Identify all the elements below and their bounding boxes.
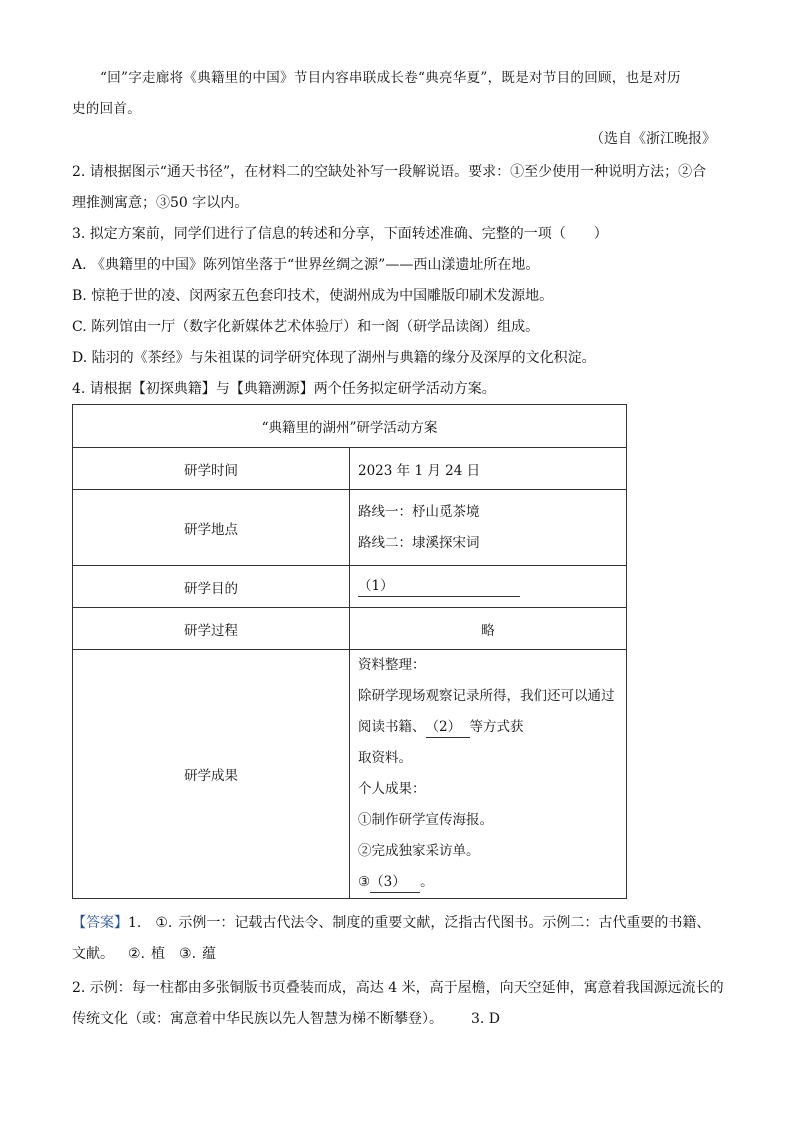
blank-2-label: （2） (425, 719, 462, 735)
result-line-3: 取资料。 (358, 750, 412, 766)
goal-blank-label: （1） (358, 578, 394, 594)
material-line-2: 史的回首。 (72, 101, 141, 117)
source-citation: （选自《浙江晚报》 (590, 131, 716, 147)
answer-3: 3. D (471, 1011, 501, 1027)
answer-1-num: 1. (128, 915, 142, 931)
answer-2-line-2 (72, 1007, 732, 1031)
result-line-6: ②完成独家采访单。 (358, 843, 480, 859)
route-1: 路线一：杼山觅茶境 (358, 503, 480, 520)
result-line-2-a: 除研学现场观察记录所得，我们还可以通过阅读书籍、 (358, 688, 615, 735)
answer-2-text-2: 传统文化（或：寓意着中华民族以先人智慧为梯不断攀登）。 (72, 1011, 443, 1027)
research-plan-table (72, 404, 627, 899)
result-line-7-a: ③ (358, 874, 371, 890)
question-4-stem: 4. 请根据【初探典籍】与【典籍溯源】两个任务拟定研学活动方案。 (72, 381, 496, 397)
place-value (350, 490, 627, 566)
answer-1-text-1: 示例一：记载古代法令、制度的重要文献，泛指古代图书。示例二：古代重要的书籍、 (178, 915, 711, 931)
result-line-2 (358, 681, 626, 743)
answer-1-text-1b: 文献。 (72, 946, 114, 962)
answer-tag: 【答案】 (72, 915, 128, 931)
time-label: 研学时间 (73, 448, 350, 490)
result-line-2-c: 等方式获 (469, 719, 524, 735)
answer-1-text-3: 蕴 (202, 946, 217, 962)
result-line-5: ①制作研学宣传海报。 (358, 812, 493, 828)
result-line-4: 个人成果： (358, 781, 426, 797)
blank-3 (370, 872, 420, 893)
material-line-1: “回”字走廊将《典籍里的中国》节目内容串联成长卷“典亮华夏”，既是对节目的回顾，也是对历 (100, 70, 681, 86)
question-3-option-a: A. 《典籍里的中国》陈列馆坐落于“世界丝绸之源”——西山漾遗址所在地。 (72, 257, 540, 273)
blank-2 (426, 717, 470, 738)
answer-1-circle-1: ①. (155, 915, 173, 931)
answer-1-line-1 (72, 911, 732, 935)
answer-2-line-1: 2. 示例：每一柱都由多张铜版书页叠装而成，高达 4 米，高于屋檐，向天空延伸，寓意着我国源远流长的 (72, 980, 724, 996)
time-value: 2023 年 1 月 24 日 (350, 448, 627, 490)
question-3-option-c: C. 陈列馆由一厅（数字化新媒体艺术体验厅）和一阁（研学品读阁）组成。 (72, 319, 540, 335)
question-2-line-1: 2. 请根据图示“通天书径”，在材料二的空缺处补写一段解说语。要求：①至少使用一种说明方法；②合 (72, 164, 707, 180)
result-label: 研学成果 (73, 650, 350, 899)
route-2: 路线二：埭溪探宋词 (358, 534, 480, 551)
result-value (350, 650, 627, 899)
question-2-line-2: 理推测寓意；③50 字以内。 (72, 195, 249, 211)
goal-label: 研学目的 (73, 566, 350, 608)
question-3-option-d: D. 陆羽的《茶经》与朱祖谋的词学研究体现了湖州与典籍的缘分及深厚的文化积淀。 (72, 350, 596, 366)
answer-1-circle-3: ③. (179, 946, 197, 962)
answer-1-text-2: 植 (151, 946, 166, 962)
result-line-7-c: 。 (420, 874, 434, 890)
question-3-stem: 3. 拟定方案前，同学们进行了信息的转述和分享，下面转述准确、完整的一项（ ） (72, 226, 608, 242)
answer-1-circle-2: ②. (128, 946, 146, 962)
answer-1-line-2 (72, 942, 732, 966)
goal-value-cell (350, 566, 627, 608)
blank-3-label: （3） (370, 874, 406, 890)
process-value: 略 (350, 608, 627, 650)
table-title: “典籍里的湖州”研学活动方案 (73, 405, 627, 448)
goal-blank (358, 576, 520, 597)
result-line-1: 资料整理： (358, 657, 426, 673)
place-label: 研学地点 (73, 490, 350, 566)
process-label: 研学过程 (73, 608, 350, 650)
question-3-option-b: B. 惊艳于世的凌、闵两家五色套印技术，使湖州成为中国雕版印刷术发源地。 (72, 288, 554, 304)
result-line-7 (358, 867, 626, 898)
